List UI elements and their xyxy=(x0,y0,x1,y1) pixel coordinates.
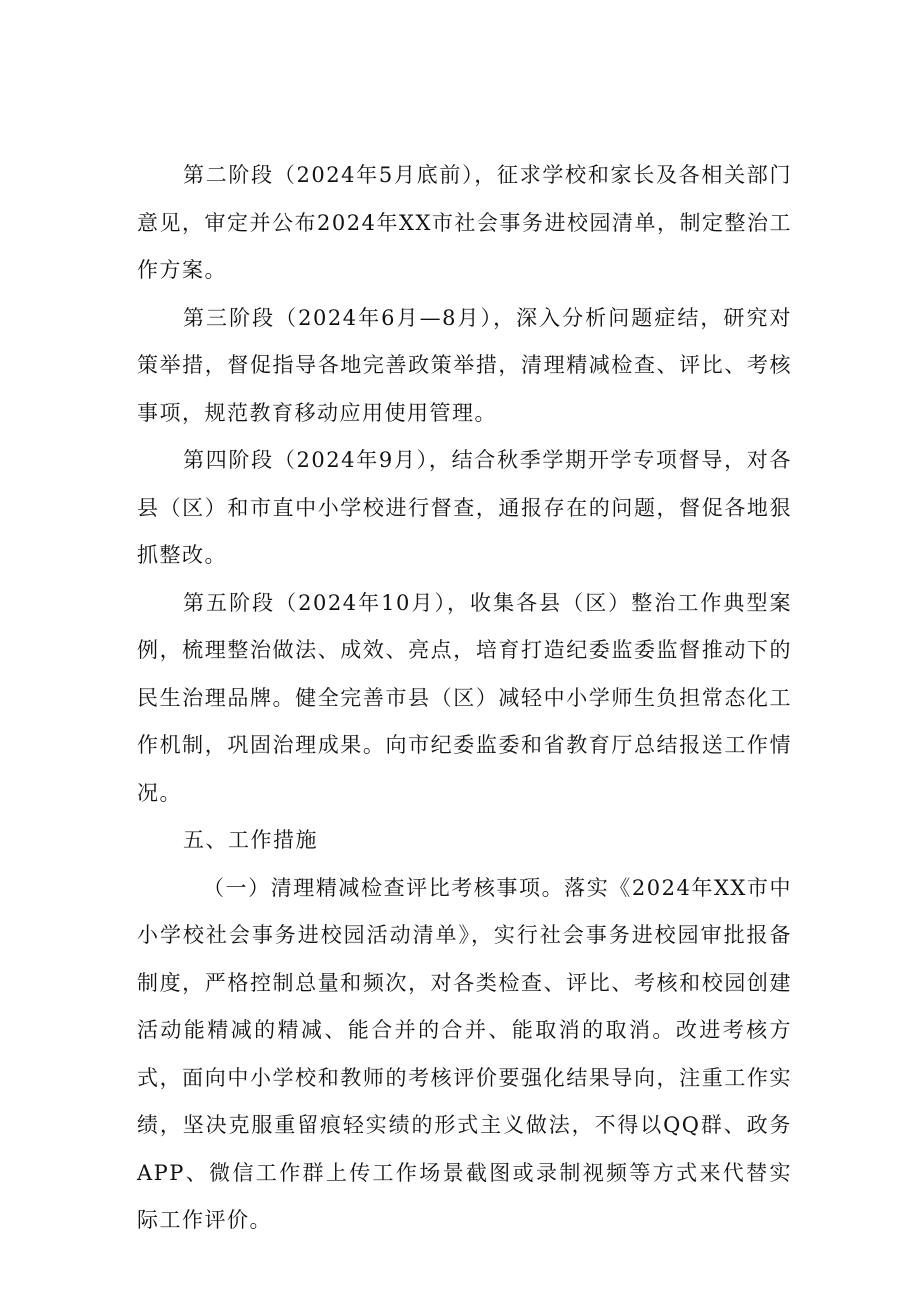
paragraph-stage-4: 第四阶段（2024年9月），结合秋季学期开学专项督导，对各县（区）和市直中小学校进行督查，通报存在的问题，督促各地狠抓整改。 xyxy=(137,448,792,567)
paragraph-stage-2: 第二阶段（2024年5月底前），征求学校和家长及各相关部门意见，审定并公布2024年XX市社会事务进校园清单，制定整治工作方案。 xyxy=(137,163,792,282)
paragraph-stage-5: 第五阶段（2024年10月），收集各县（区）整治工作典型案例，梳理整治做法、成效、亮点，培育打造纪委监委监督推动下的民生治理品牌。健全完善市县（区）减轻中小学师生负担常态化工作机制，巩固治理成果。向市纪委监委和省教育厅总结报送工作情况。 xyxy=(137,590,792,805)
section-heading: 五、工作措施 xyxy=(183,828,318,852)
paragraph-stage-3: 第三阶段（2024年6月—8月），深入分析问题症结，研究对策举措，督促指导各地完善政策举措，清理精减检查、评比、考核事项，规范教育移动应用使用管理。 xyxy=(137,305,792,425)
document-body xyxy=(137,152,792,1245)
paragraph-measure-1: （一）清理精减检查评比考核事项。落实《2024年XX市中小学校社会事务进校园活动清单》，实行社会事务进校园审批报备制度，严格控制总量和频次，对各类检查、评比、考核和校园创建活动能精减的精减、能合并的合并、能取消的取消。改进考核方式，面向中小学校和教师的考核评价要强化结果导向，注重工作实绩，坚决克服重留痕轻实绩的形式主义做法，不得以QQ群、政务APP、微信工作群上传工作场景截图或录制视频等方式来代替实际工作评价。 xyxy=(137,875,792,1232)
